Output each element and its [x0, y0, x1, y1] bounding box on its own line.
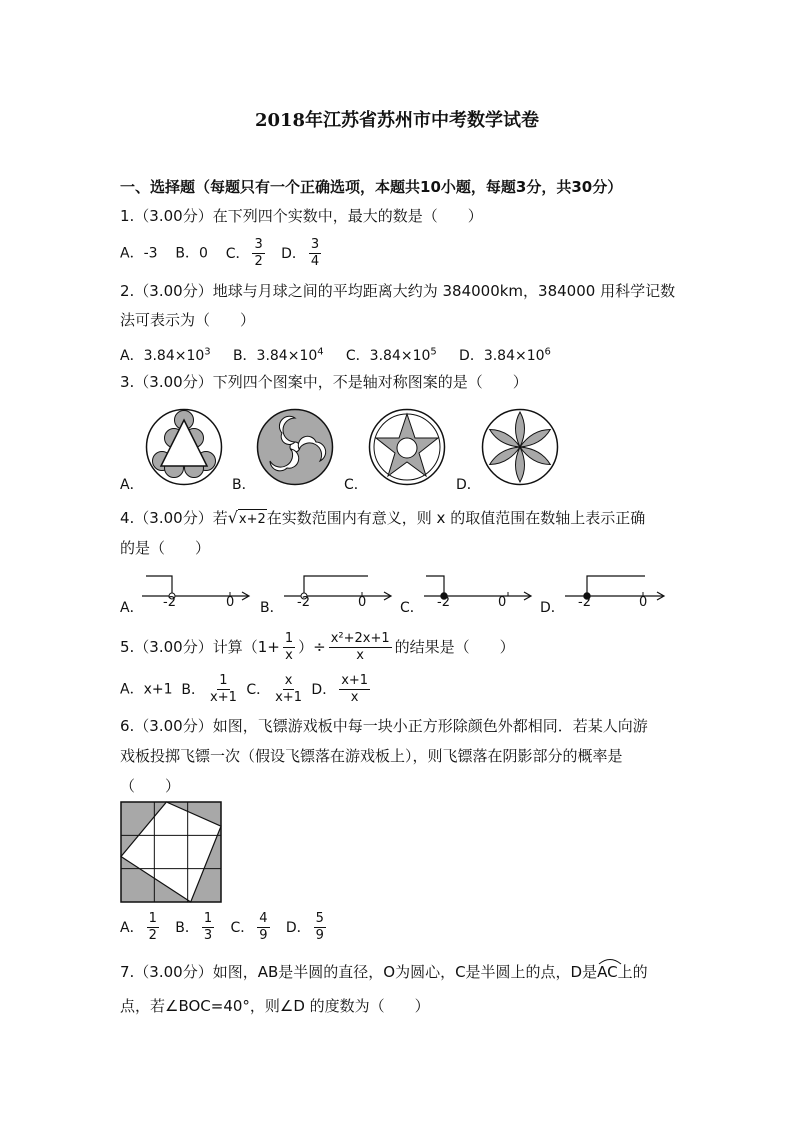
q5-option-d: D． $\frac{x+1}{x}$ — [311, 673, 369, 705]
q1-option-d: D． $\frac{3}{4}$ — [281, 237, 320, 269]
q5-option-a: A．x+1 — [120, 681, 173, 698]
question-3-stem: 3.（3.00分）下列四个图案中，不是轴对称图案的是（ ） — [120, 373, 528, 391]
arc-ac: AC — [597, 962, 617, 982]
q6-option-c: C． $\frac{4}{9}$ — [230, 911, 268, 943]
exam-title: 2018年江苏省苏州市中考数学试卷 — [254, 110, 540, 131]
question-6-stem-line2: 戏板投掷飞镖一次（假设飞镖落在游戏板上），则飞镖落在阴影部分的概率是 — [120, 747, 623, 765]
question-2-options — [120, 342, 551, 366]
q6-option-a: A． $\frac{1}{2}$ — [120, 911, 157, 943]
question-7-stem-line2: 点，若∠BOC=40°，则∠D 的度数为（ ） — [120, 997, 430, 1015]
q1-option-b: B．0 — [175, 245, 208, 262]
question-4-stem-line2: 的是（ ） — [120, 539, 211, 557]
question-5-options — [120, 674, 373, 705]
pattern-a-figure — [145, 408, 223, 486]
numberline-b-label-minus2: -2 — [297, 595, 310, 610]
q2-option-a: A．$3.84\times 10^3$ — [120, 346, 211, 364]
section-heading: 一、选择题（每题只有一个正确选项，本题共10小题，每题3分，共30分） — [120, 178, 623, 196]
numberline-d-label-0: 0 — [639, 595, 648, 610]
numberline-b-label-0: 0 — [358, 595, 367, 610]
q3-option-c: C． — [344, 477, 368, 493]
question-6-stem-line3: （ ） — [120, 777, 181, 795]
numberline-d-label-minus2: -2 — [578, 595, 591, 610]
q3-option-d: D． — [456, 477, 481, 493]
q5-option-c: C． $\frac{x}{x+1}$ — [246, 673, 302, 705]
question-1-stem: 1.（3.00分）在下列四个实数中，最大的数是（ ） — [120, 207, 483, 225]
radicand: x+2 — [238, 509, 267, 530]
q2-option-b: B．$3.84\times 10^4$ — [232, 346, 324, 364]
q3-option-a: A． — [120, 477, 144, 493]
q4-option-a: A． — [120, 600, 144, 616]
q5-option-b: B． $\frac{1}{x+1}$ — [181, 673, 237, 705]
q4-option-c: C． — [400, 600, 424, 616]
q1-option-a: A．-3 — [120, 245, 158, 262]
q1-option-c: C． $\frac{3}{2}$ — [225, 237, 263, 269]
q3-option-b: B． — [232, 477, 256, 493]
dartboard-grid-figure — [121, 802, 221, 902]
pattern-b-figure — [256, 408, 334, 486]
question-4-stem-line1: 4.（3.00分）若√x+2在实数范围内有意义，则 x 的取值范围在数轴上表示正确 — [120, 508, 645, 530]
q2-option-d: D．$3.84\times 10^6$ — [459, 346, 551, 364]
question-1-options — [120, 238, 324, 269]
pattern-d-figure — [481, 408, 559, 486]
question-2-stem-line1: 2.（3.00分）地球与月球之间的平均距离大约为 384000km，384000 用科学记数 — [120, 282, 676, 300]
numberline-a-label-minus2: -2 — [163, 595, 176, 610]
numberline-c-label-minus2: -2 — [437, 595, 450, 610]
q4-option-b: B． — [260, 600, 284, 616]
q2-option-c: C．$3.84\times 10^5$ — [345, 346, 437, 364]
numberline-c-label-0: 0 — [498, 595, 507, 610]
question-5-stem: 5.（3.00分）计算（1+ $\frac{1}{x}$ ）÷ $\frac{\text{x²+2x+1}}{x}$ 的结果是（ ） — [120, 631, 515, 663]
q4-option-d: D． — [540, 600, 565, 616]
question-6-stem-line1: 6.（3.00分）如图，飞镖游戏板中每一块小正方形除颜色外都相同．若某人向游 — [120, 717, 648, 735]
question-7-stem-line1: 7.（3.00分）如图，AB是半圆的直径，O为圆心，C是半圆上的点，D是 AC上的 — [120, 962, 648, 982]
numberline-a-label-0: 0 — [226, 595, 235, 610]
question-2-stem-line2: 法可表示为（ ） — [120, 311, 256, 329]
q6-option-d: D． $\frac{5}{9}$ — [285, 911, 324, 943]
question-6-options — [120, 912, 329, 943]
q6-option-b: B． $\frac{1}{3}$ — [175, 911, 213, 943]
sqrt-sign: √ — [227, 508, 238, 527]
numberline-a — [140, 570, 255, 612]
pattern-c-figure — [368, 408, 446, 486]
